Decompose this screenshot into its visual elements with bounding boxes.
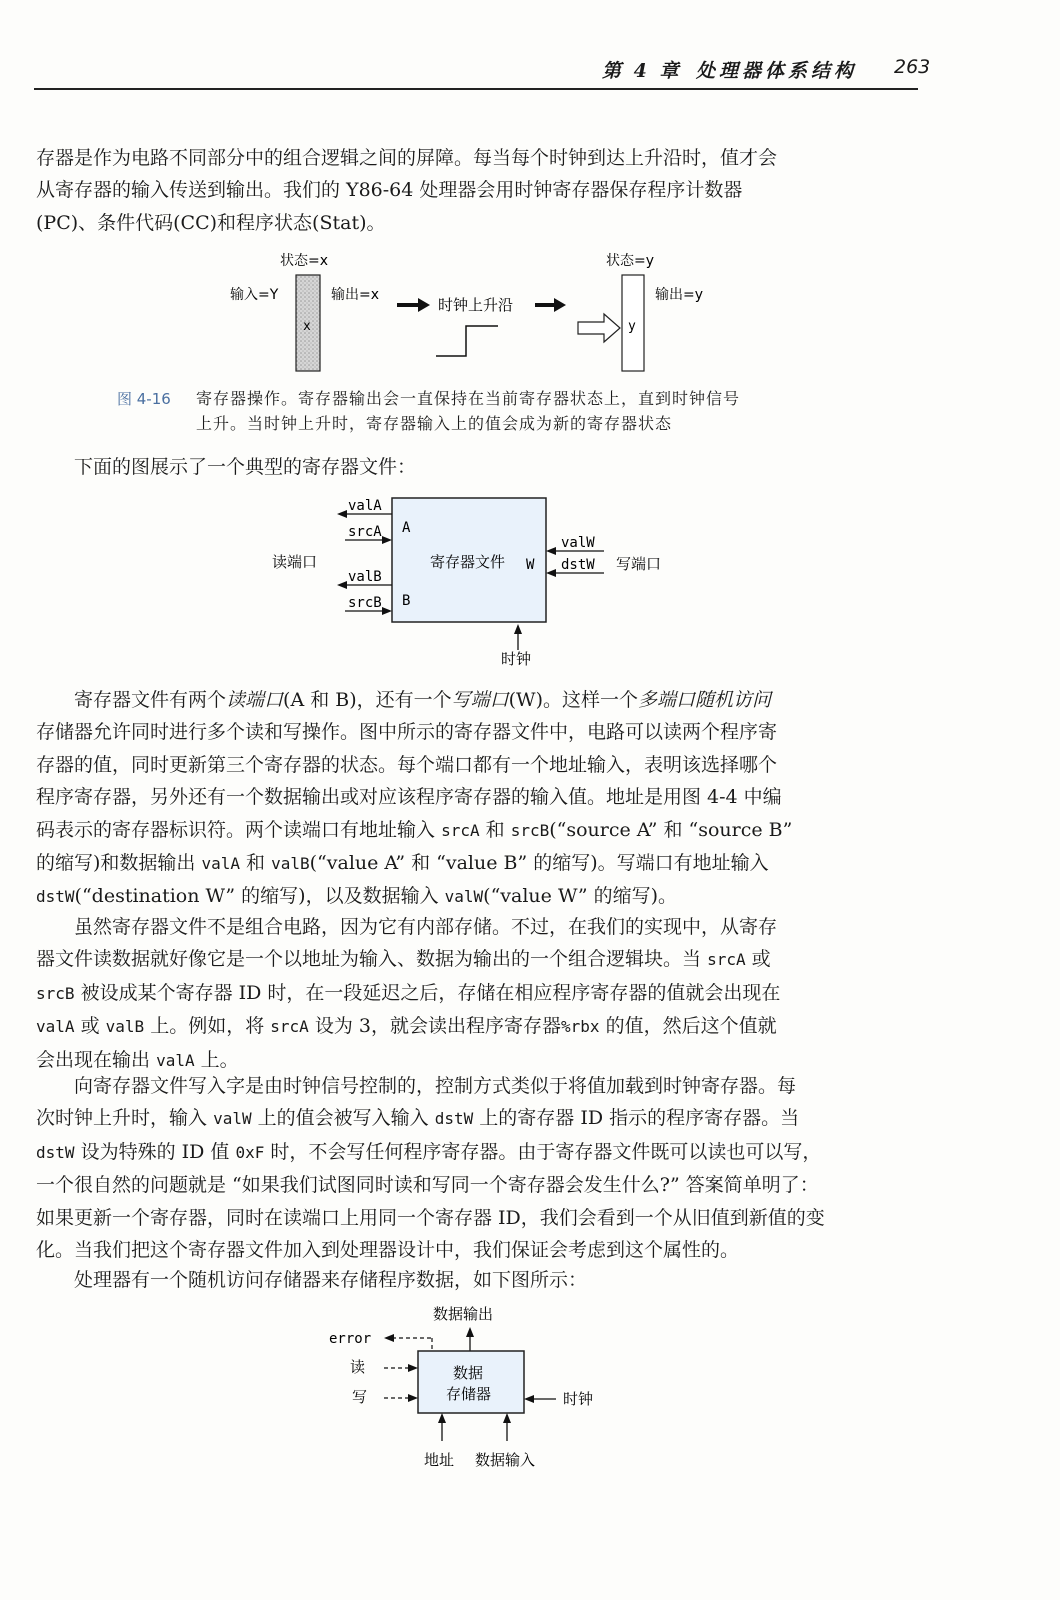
register-file-label: 寄存器文件 [430, 553, 506, 571]
paragraph-line: 存储器允许同时进行多个读和写操作。图中所示的寄存器文件中，电路可以读两个程序寄 [36, 721, 778, 744]
paragraph-line: 次时钟上升时，输入 valW 上的值会被写入输入 dstW 上的寄存器 ID 指示的程序寄存器。当 [36, 1107, 800, 1130]
valW-label: valW [561, 535, 595, 551]
clock-edge-label: 时钟上升沿 [438, 296, 514, 314]
paragraph-4 [36, 1070, 916, 1266]
paragraph-line: 存器是作为电路不同部分中的组合逻辑之间的屏障。每当每个时钟到达上升沿时，值才会 [36, 147, 778, 169]
register-file-figure [0, 490, 1060, 680]
srcA-label: srcA [348, 524, 382, 540]
clock-label: 时钟 [501, 650, 532, 668]
caption-line: 寄存器操作。寄存器输出会一直保持在当前寄存器状态上，直到时钟信号 [196, 389, 741, 408]
write-label: 写 [352, 1388, 368, 1406]
dstW-label: dstW [561, 557, 595, 573]
figure-number: 图 4-16 [117, 390, 171, 408]
hollow-arrow-icon [578, 314, 620, 342]
page-number: 263 [894, 56, 931, 78]
paragraph-line: 从寄存器的输入传送到输出。我们的 Y86-64 处理器会用时钟寄存器保存程序计数器 [36, 179, 743, 202]
paragraph-2 [36, 684, 916, 914]
srcB-label: srcB [348, 595, 382, 611]
data-memory-intro: 处理器有一个随机访问存储器来存储程序数据，如下图所示： [74, 1269, 588, 1291]
memory-clock-label: 时钟 [563, 1390, 594, 1408]
data-in-label: 数据输入 [475, 1451, 536, 1469]
paragraph-line: 向寄存器文件写入字是由时钟信号控制的，控制方式类似于将值加载到时钟寄存器。每 [74, 1075, 797, 1097]
chapter-label: 第 4 章 [602, 60, 682, 82]
paragraph-line: dstW 设为特殊的 ID 值 0xF 时，不会写任何程序寄存器。由于寄存器文件既可以读也可以写， [36, 1140, 822, 1163]
paragraph-line: 码表示的寄存器标识符。两个读端口有地址输入 srcA 和 srcB(“source A” 和 “source B” [36, 818, 793, 841]
paragraph-line: 寄存器文件有两个读端口(A 和 B)，还有一个写端口(W)。这样一个多端口随机访问 [74, 689, 772, 711]
paragraph-line: valA 或 valB 上。例如，将 srcA 设为 3，就会读出程序寄存器%rbx 的值，然后这个值就 [36, 1015, 777, 1038]
read-ports-label: 读端口 [272, 553, 318, 571]
valB-label: valB [348, 569, 382, 585]
register-right-value: y [628, 319, 636, 334]
valA-label: valA [348, 498, 382, 514]
chapter-title: 处理器体系结构 [696, 60, 858, 82]
paragraph-3 [36, 911, 916, 1077]
paragraph-line: 会出现在输出 valA 上。 [36, 1048, 239, 1071]
figure-caption [196, 386, 836, 436]
register-operation-figure [0, 0, 1060, 440]
output-left-label: 输出=x [331, 287, 380, 303]
paragraph-line: 的缩写)和数据输出 valA 和 valB(“value A” 和 “value B” 的缩写)。写端口有地址输入 [36, 852, 769, 875]
read-label: 读 [350, 1358, 366, 1376]
paragraph-line: 一个很自然的问题就是 “如果我们试图同时读和写同一个寄存器会发生什么?” 答案简单明了： [36, 1174, 819, 1197]
port-A-label: A [402, 520, 411, 536]
caption-line: 上升。当时钟上升时，寄存器输入上的值会成为新的寄存器状态 [196, 414, 673, 433]
output-right-label: 输出=y [655, 287, 704, 303]
paragraph-line: srcB 被设成某个寄存器 ID 时，在一段延迟之后，存储在相应程序寄存器的值就会出现在 [36, 981, 781, 1004]
paragraph-line: (PC)、条件代码(CC)和程序状态(Stat)。 [36, 211, 386, 234]
paragraph-line: 虽然寄存器文件不是组合电路，因为它有内部存储。不过，在我们的实现中，从寄存 [74, 916, 778, 938]
data-out-label: 数据输出 [433, 1305, 494, 1323]
rising-edge-waveform [436, 326, 498, 356]
memory-label-line2: 存储器 [446, 1385, 492, 1403]
write-port-label: 写端口 [616, 555, 662, 573]
paragraph-line: 器文件读数据就好像它是一个以地址为输入、数据为输出的一个组合逻辑块。当 srcA 或 [36, 948, 771, 971]
paragraph-line: 存器的值，同时更新第三个寄存器的状态。每个端口都有一个地址输入，表明该选择哪个 [36, 753, 778, 776]
state-right-label: 状态=y [606, 253, 655, 269]
register-file-intro: 下面的图展示了一个典型的寄存器文件： [74, 456, 417, 478]
input-left-label: 输入=Y [230, 287, 279, 303]
paragraph-line: 程序寄存器，另外还有一个数据输出或对应该程序寄存器的输入值。地址是用图 4-4 中编 [36, 786, 782, 809]
memory-label-line1: 数据 [453, 1364, 484, 1382]
port-B-label: B [402, 593, 411, 609]
paragraph-line: 化。当我们把这个寄存器文件加入到处理器设计中，我们保证会考虑到这个属性的。 [36, 1239, 740, 1262]
register-left-value: x [303, 319, 311, 334]
state-left-label: 状态=x [280, 253, 329, 269]
address-label: 地址 [424, 1451, 455, 1469]
paragraph-line: 如果更新一个寄存器，同时在读端口上用同一个寄存器 ID，我们会看到一个从旧值到新值的变 [36, 1206, 825, 1229]
error-label: error [329, 1331, 372, 1347]
data-memory-figure [0, 1295, 1060, 1480]
paragraph-line: dstW(“destination W” 的缩写)，以及数据输入 valW(“value W” 的缩写)。 [36, 885, 677, 908]
port-W-label: W [526, 557, 535, 573]
data-memory-box [418, 1351, 524, 1413]
